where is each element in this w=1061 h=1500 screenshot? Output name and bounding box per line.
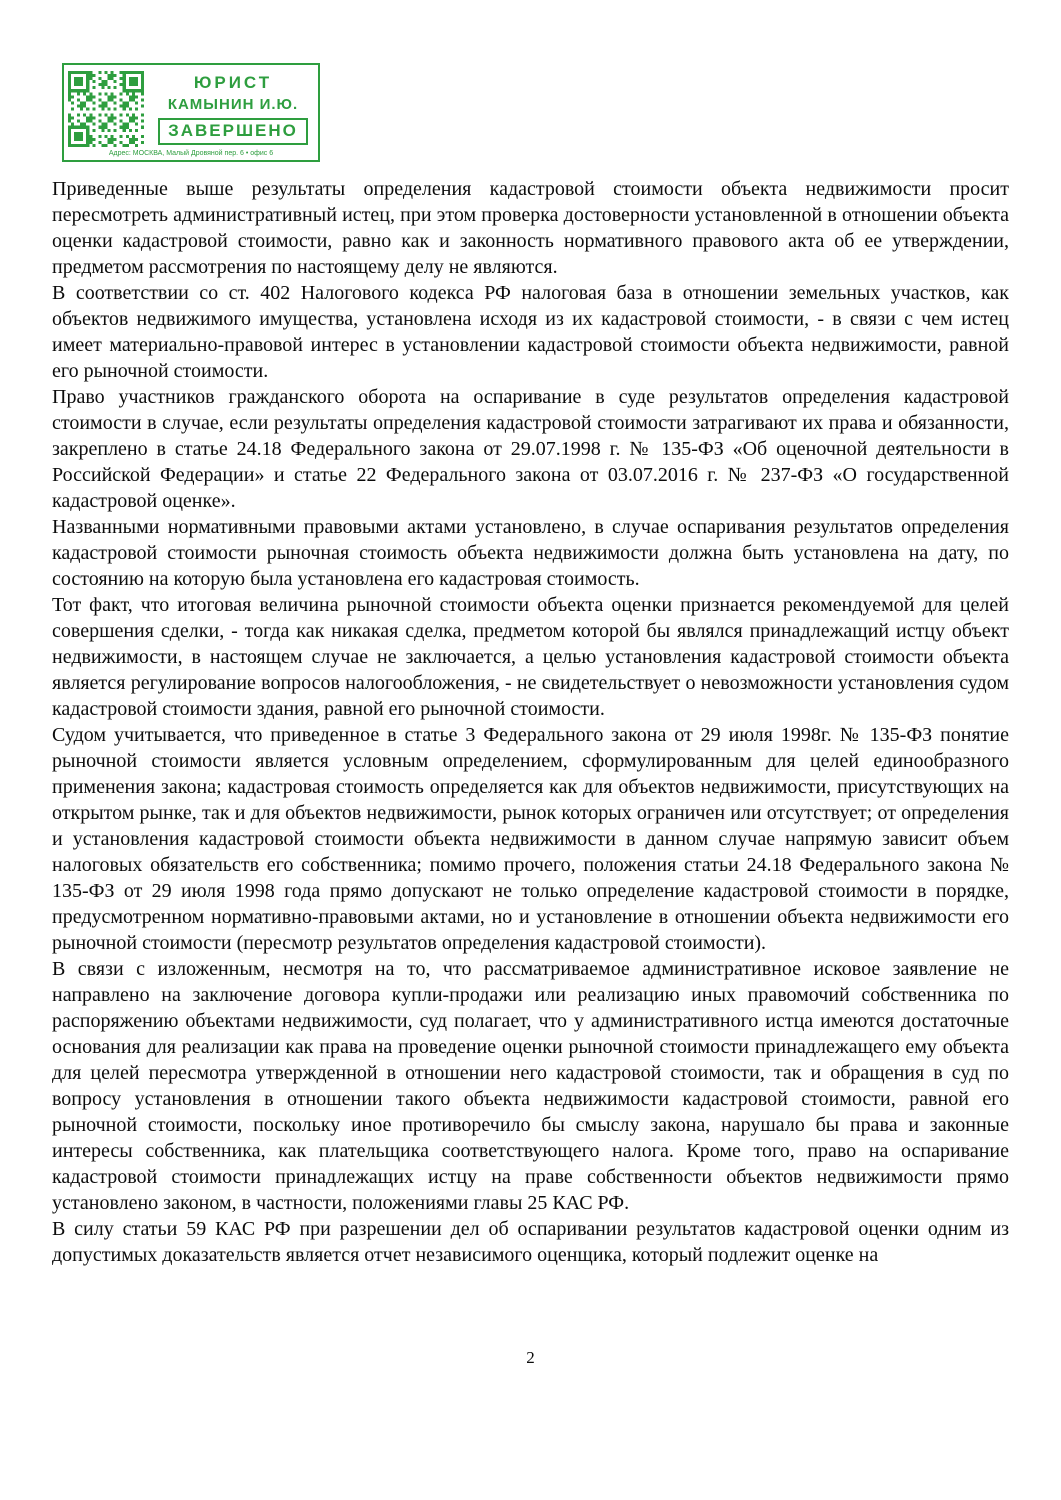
paragraph-8: В силу статьи 59 КАС РФ при разрешении дел об оспаривании результатов кадастровой оценки одним из допустимых доказательств является отчет независимого оценщика, который подлежит оценке на — [52, 1218, 1009, 1266]
paragraph-3: Право участников гражданского оборота на оспаривание в суде результатов определения кадастровой стоимости в случае, если результаты определения кадастровой стоимости затрагивают их права и обязанности, закреплено в статье 24.18 Федерального закона от 29.07.1998 г. № 135-ФЗ «Об оценочной деятельности в Российской Федерации» и статье 22 Федерального закона от 03.07.2016 г. № 237-ФЗ «О государственной кадастровой оценке». — [52, 386, 1009, 512]
stamp-title: ЮРИСТ — [193, 72, 273, 92]
paragraph-1: Приведенные выше результаты определения кадастровой стоимости объекта недвижимости просит пересмотреть административный истец, при этом проверка достоверности установленной в отношении объекта оценки кадастровой стоимости, равно как и законность нормативного правового акта об ее утверждении, предметом рассмотрения по настоящему делу не являются. — [52, 178, 1009, 278]
paragraph-4: Названными нормативными правовыми актами установлено, в случае оспаривания результатов определения кадастровой стоимости рыночная стоимость объекта недвижимости должна быть установлена на дату, по состоянию на которую была установлена его кадастровая стоимость. — [52, 516, 1009, 590]
qr-code-icon — [68, 71, 144, 147]
lawyer-stamp — [62, 63, 320, 162]
paragraph-7: В связи с изложенным, несмотря на то, что рассматриваемое административное исковое заявление не направлено на заключение договора купли-продажи или реализацию иных правомочий собственника по распоряжению объектами недвижимости, суд полагает, что у административного истца имеются достаточные основания для реализации как права на проведение оценки рыночной стоимости принадлежащего ему объекта для целей пересмотра утвержденной в отношении него кадастровой стоимости, так и обращения в суд по вопросу установления в отношении такого объекта недвижимости кадастровой стоимости, равной его рыночной стоимости, поскольку иное противоречило бы смыслу закона, нарушало бы права и законные интересы собственника, как плательщика соответствующего налога. Кроме того, право на оспаривание кадастровой стоимости принадлежащих истцу на праве собственности объектов недвижимости прямо установлено законом, в частности, положениями главы 25 КАС РФ. — [52, 958, 1009, 1214]
paragraph-5: Тот факт, что итоговая величина рыночной стоимости объекта оценки признается рекомендуемой для целей совершения сделки, - тогда как никакая сделка, предметом которой бы являлся принадлежащий истцу объект недвижимости, в настоящем случае не заключается, а целью установления кадастровой стоимости объекта является регулирование вопросов налогообложения, - не свидетельствует о невозможности установления судом кадастровой стоимости здания, равной его рыночной стоимости. — [52, 594, 1009, 720]
page-number: 2 — [526, 1348, 535, 1367]
stamp-status-badge: ЗАВЕРШЕНО — [158, 118, 308, 145]
paragraph-2: В соответствии со ст. 402 Налогового кодекса РФ налоговая база в отношении земельных участков, как объектов недвижимого имущества, установлена исходя из их кадастровой стоимости, - в связи с чем истец имеет материально-правовой интерес в установлении кадастровой стоимости объекта недвижимости, равной его рыночной стоимости. — [52, 282, 1009, 382]
stamp-person-name: КАМЫНИН И.Ю. — [167, 95, 299, 113]
document-body — [52, 176, 1009, 1268]
stamp-address: Адрес: МОСКВА, Малый Дровяной пер. 6 • офис 6 — [108, 150, 274, 157]
stamp-text — [152, 73, 314, 145]
paragraph-6: Судом учитывается, что приведенное в статье 3 Федерального закона от 29 июля 1998г. № 135-ФЗ понятие рыночной стоимости является условным определением, сформулированным для целей единообразного применения закона; кадастровая стоимость определяется как для объектов недвижимости, присутствующих на открытом рынке, так и для объектов недвижимости, рынок которых ограничен или отсутствует; от определения и установления кадастровой стоимости объекта недвижимости в данном случае напрямую зависит объем налоговых обязательств его собственника; помимо прочего, положения статьи 24.18 Федерального закона № 135-ФЗ от 29 июля 1998 года прямо допускают не только определение кадастровой стоимости в порядке, предусмотренном нормативно-правовыми актами, но и установление в отношении объекта недвижимости его рыночной стоимости (пересмотр результатов определения кадастровой стоимости). — [52, 724, 1009, 954]
stamp-body — [68, 68, 314, 149]
